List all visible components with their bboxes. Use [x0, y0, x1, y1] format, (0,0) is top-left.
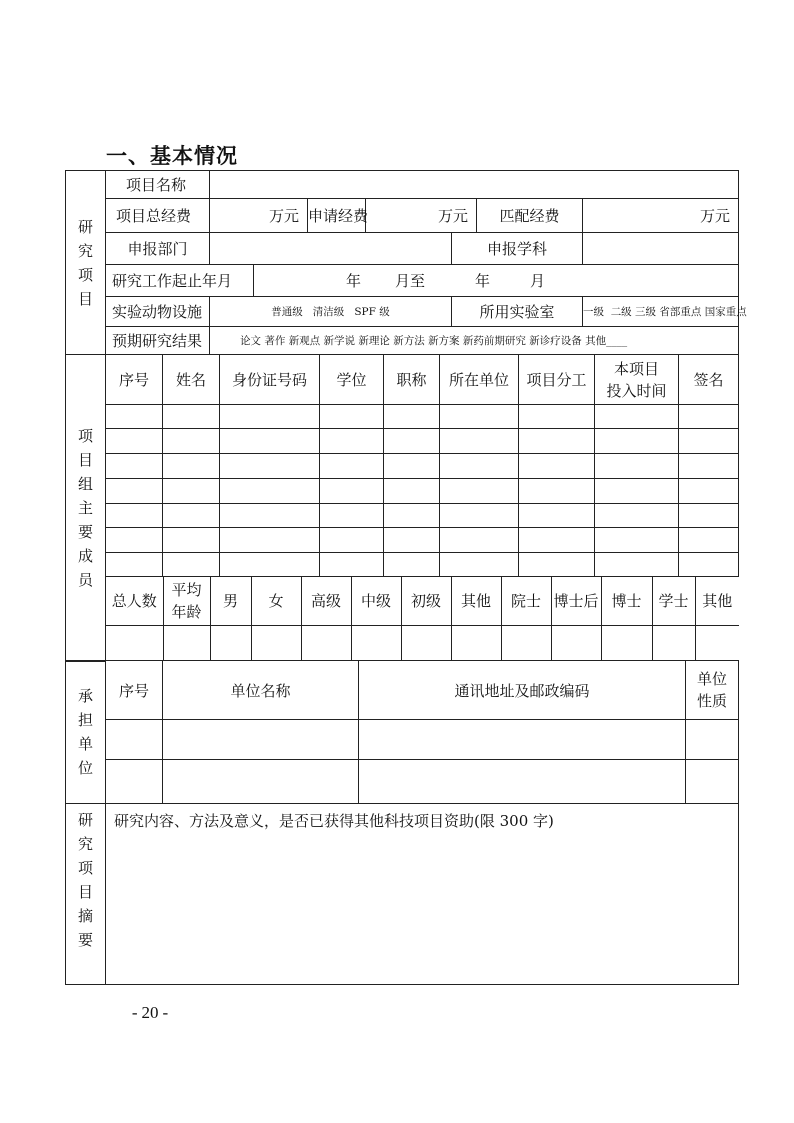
- units-table: [65, 660, 739, 804]
- total-fund-label: 项目总经费: [106, 199, 210, 233]
- header-unit: 所在单位: [440, 355, 519, 405]
- animal-options[interactable]: 普通级 清洁级 SPF 级: [210, 297, 452, 327]
- summary-prompt: 研究内容、方法及意义，是否已获得其他科技项目资助(限 300 字): [114, 812, 554, 830]
- dept-label: 申报部门: [106, 233, 210, 265]
- member-stats-table: [106, 577, 739, 661]
- member-row[interactable]: [66, 553, 739, 577]
- result-label: 预期研究结果: [106, 327, 210, 355]
- apply-fund-label: 申请经费: [308, 199, 366, 233]
- members-table: [65, 354, 739, 662]
- units-side-label: 承 担 单 位: [66, 661, 106, 804]
- total-fund-field[interactable]: 万元: [210, 199, 308, 233]
- unit-header-type: 单位 性质: [686, 661, 739, 720]
- header-time: 本项目 投入时间: [595, 355, 679, 405]
- member-row[interactable]: [66, 429, 739, 454]
- project-table: [65, 170, 747, 355]
- page-number: - 20 -: [131, 1003, 169, 1022]
- unit-header-seq: 序号: [106, 661, 163, 720]
- period-label: 研究工作起止年月: [106, 265, 254, 297]
- stat-postdoc-label: 博士后: [551, 577, 601, 625]
- member-row[interactable]: [66, 405, 739, 429]
- header-role: 项目分工: [519, 355, 595, 405]
- result-options[interactable]: 论文 著作 新观点 新学说 新理论 新方法 新方案 新药前期研究 新诊疗设备 其他____: [210, 327, 739, 355]
- match-fund-field[interactable]: 万元: [583, 199, 739, 233]
- stat-academician-label: 院士: [501, 577, 551, 625]
- apply-fund-field[interactable]: 万元: [366, 199, 477, 233]
- stat-male-label: 男: [210, 577, 251, 625]
- project-side-label: 研 究 项 目: [66, 171, 106, 355]
- subject-field[interactable]: [583, 233, 739, 265]
- member-stats-row[interactable]: [106, 625, 739, 661]
- stat-female-label: 女: [251, 577, 301, 625]
- stat-bachelor-label: 学士: [652, 577, 695, 625]
- member-row[interactable]: [66, 528, 739, 553]
- stat-phd-label: 博士: [601, 577, 652, 625]
- header-name: 姓名: [163, 355, 220, 405]
- project-name-label: 项目名称: [106, 171, 210, 199]
- lab-options[interactable]: 一级 二级 三级 省部重点 国家重点: [583, 297, 739, 327]
- member-row[interactable]: [66, 454, 739, 479]
- project-name-field[interactable]: [210, 171, 739, 199]
- unit-header-name: 单位名称: [163, 661, 359, 720]
- dept-field[interactable]: [210, 233, 452, 265]
- unit-row[interactable]: [66, 760, 739, 804]
- summary-field[interactable]: [106, 804, 739, 985]
- summary-table: [65, 803, 739, 985]
- stat-total-label: 总人数: [106, 577, 163, 625]
- stat-avg-age-label: 平均 年龄: [163, 577, 210, 625]
- stat-other2-label: 其他: [695, 577, 739, 625]
- unit-row[interactable]: [66, 720, 739, 760]
- stat-senior-label: 高级: [301, 577, 351, 625]
- section-heading: 一、基本情况: [106, 144, 238, 168]
- unit-header-address: 通讯地址及邮政编码: [359, 661, 686, 720]
- stat-other-label: 其他: [451, 577, 501, 625]
- header-id: 身份证号码: [220, 355, 320, 405]
- header-seq: 序号: [106, 355, 163, 405]
- header-sign: 签名: [679, 355, 739, 405]
- match-fund-label: 匹配经费: [477, 199, 583, 233]
- stat-middle-label: 中级: [351, 577, 401, 625]
- animal-label: 实验动物设施: [106, 297, 210, 327]
- summary-side-label: 研 究 项 目 摘 要: [66, 804, 106, 985]
- member-row[interactable]: [66, 479, 739, 504]
- members-side-label: 项 目 组 主 要 成 员: [66, 355, 106, 662]
- header-degree: 学位: [320, 355, 384, 405]
- subject-label: 申报学科: [452, 233, 583, 265]
- stat-junior-label: 初级: [401, 577, 451, 625]
- period-field[interactable]: 年 月至 年 月: [254, 265, 739, 297]
- member-row[interactable]: [66, 504, 739, 528]
- header-title: 职称: [384, 355, 440, 405]
- lab-label: 所用实验室: [452, 297, 583, 327]
